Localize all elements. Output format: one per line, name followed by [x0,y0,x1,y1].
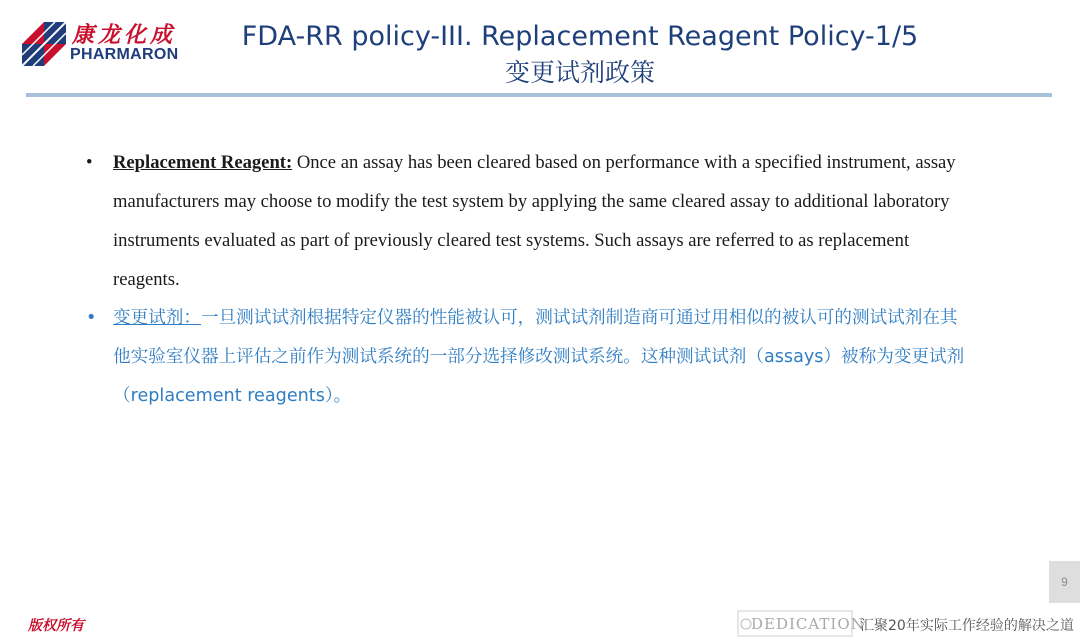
slide-subtitle: 变更试剂政策 [504,58,655,87]
company-logo [22,18,182,68]
logo-chinese-name: 康龙化成 [72,22,177,48]
copyright-label: 版权所有 [28,618,84,634]
english-text: Once an assay has been cleared based on performance with a specified instrument, assay manufacturers may choose to modify the test system by applying the same cleared assay to additional laboratory instruments evaluated as part of previously cleared test systems. Such assays are referred to as replacement reagents. [113,152,956,290]
slide-title: FDA-RR policy-III. Replacement Reagent Policy-1/5 [241,21,919,52]
chinese-term: 变更试剂： [113,308,201,328]
pharmaron-logo-icon [22,22,66,66]
bullet-english [86,143,966,299]
bullet-icon: • [86,152,93,173]
title-divider [26,93,1052,97]
slide-content [86,143,966,416]
dedication-text: DEDICATION [751,615,865,633]
footer-slogan: 汇聚20年实际工作经验的解决之道 [860,618,1074,634]
bullet-chinese [86,299,966,416]
dedication-logo [737,608,865,638]
logo-english-name: PHARMARON [70,46,179,63]
english-term: Replacement Reagent: [113,152,293,173]
chinese-text: 一旦测试试剂根据特定仪器的性能被认可，测试试剂制造商可通过用相似的被认可的测试试剂在其他实验室仪器上评估之前作为测试系统的一部分选择修改测试系统。这种测试试剂（assays）被称为变更试剂（replacement reagents）。 [113,308,965,406]
page-number: 9 [1049,561,1080,603]
bullet-icon: • [86,308,97,328]
